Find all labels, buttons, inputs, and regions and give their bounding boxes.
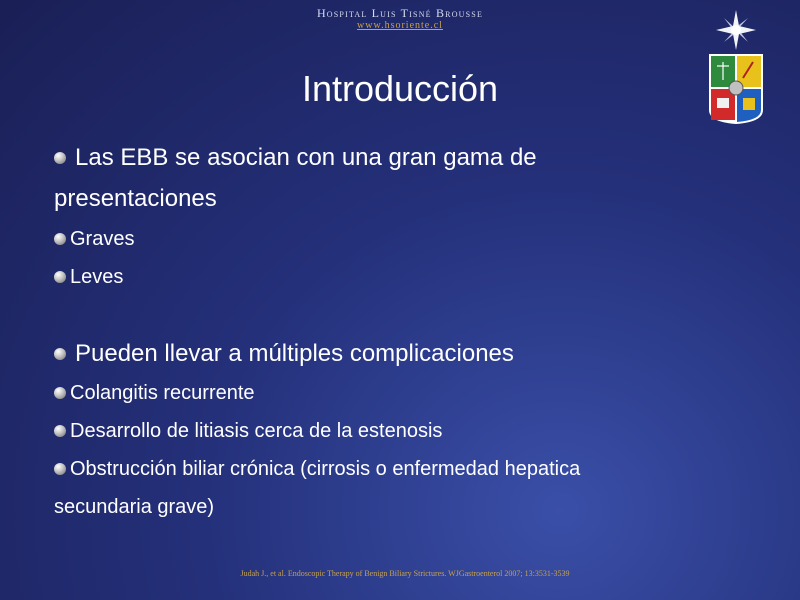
list-item-text: Colangitis recurrente <box>70 381 255 404</box>
section1-heading: Las EBB se asocian con una gran gama de <box>75 144 537 171</box>
bullet-icon <box>54 271 66 283</box>
bullet-icon <box>54 348 66 360</box>
bullet-icon <box>54 387 66 399</box>
citation: Judah J., et al. Endoscopic Therapy of Benign Biliary Strictures. WJGastroenterol 2007; 13:3531-3539 <box>240 569 570 578</box>
section1-heading-continuation: presentaciones <box>54 185 217 212</box>
slide-header <box>0 7 800 32</box>
slide-title: Introducción <box>301 68 499 109</box>
section2-heading-line <box>54 334 754 374</box>
list-item-text: Obstrucción biliar crónica (cirrosis o enfermedad hepatica <box>70 457 581 480</box>
website-link[interactable]: www.hsoriente.cl <box>357 20 443 31</box>
list-item <box>54 450 754 488</box>
bullet-icon <box>54 233 66 245</box>
hospital-name: Hospital Luis Tisné Brousse <box>316 6 484 20</box>
section1-heading-line <box>54 138 754 178</box>
list-item <box>54 258 754 296</box>
list-item-text: Desarrollo de litiasis cerca de la estenosis <box>70 419 443 442</box>
section2-heading: Pueden llevar a múltiples complicaciones <box>75 340 514 367</box>
slide-content <box>54 138 754 526</box>
bullet-icon <box>54 425 66 437</box>
list-item-continuation: secundaria grave) <box>54 495 215 518</box>
list-item <box>54 374 754 412</box>
list-item <box>54 412 754 450</box>
list-item-text: Graves <box>70 227 135 250</box>
bullet-icon <box>54 463 66 475</box>
bullet-icon <box>54 152 66 164</box>
list-item-text: Leves <box>70 265 124 288</box>
list-item <box>54 220 754 258</box>
